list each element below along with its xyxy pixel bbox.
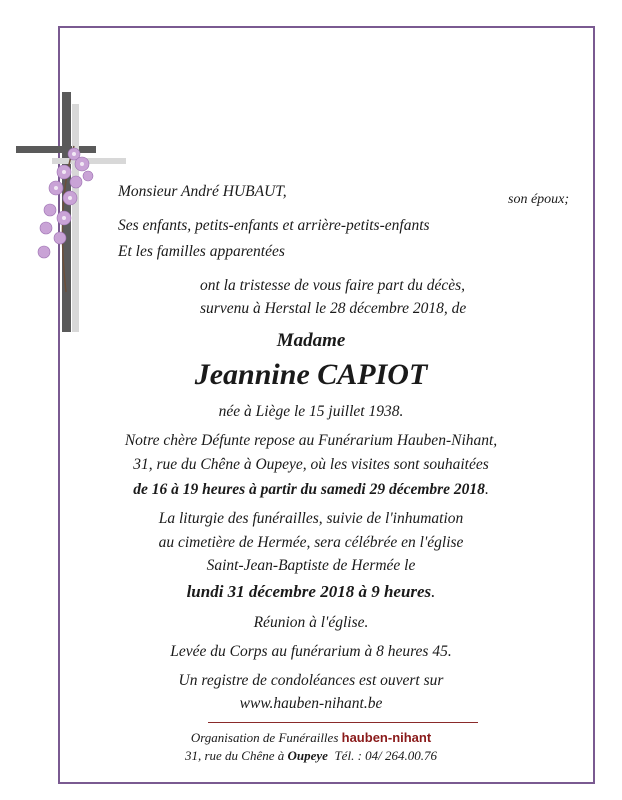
visitation-line-1: Notre chère Défunte repose au Funérarium Hauben-Nihant, xyxy=(124,432,498,449)
footer-phone: Tél. : 04/ 264.00.76 xyxy=(334,748,438,763)
register-note: Un registre de condoléances est ouvert sur xyxy=(178,672,444,689)
footer-address-prefix: 31, rue du Chêne à xyxy=(184,748,285,763)
website-link[interactable]: www.hauben-nihant.be xyxy=(239,695,383,712)
meeting-note: Réunion à l'église. xyxy=(253,614,369,631)
funeral-date xyxy=(0,582,622,602)
deceased-name: Jeannine CAPIOT xyxy=(194,358,428,391)
visitation-hours xyxy=(0,481,622,499)
departure-note: Levée du Corps au funérarium à 8 heures 45. xyxy=(170,643,452,660)
footer-address xyxy=(0,748,622,764)
funeral-line-3: Saint-Jean-Baptiste de Hermée le xyxy=(206,557,416,574)
funeral-date-text: lundi 31 décembre 2018 à 9 heures xyxy=(186,582,432,601)
children-line: Ses enfants, petits-enfants et arrière-petits-enfants xyxy=(118,217,430,234)
announcement-line-1: ont la tristesse de vous faire part du décès, xyxy=(200,277,466,294)
cross-orchid-icon xyxy=(16,92,126,332)
footer-organisation xyxy=(0,730,622,746)
funeral-date-end: . xyxy=(431,582,436,601)
relatives-line: Et les familles apparentées xyxy=(118,243,285,260)
announcement-line-2: survenu à Herstal le 28 décembre 2018, de xyxy=(200,300,467,317)
spouse-role: son époux; xyxy=(508,192,570,207)
funeral-line-1: La liturgie des funérailles, suivie de l'inhumation xyxy=(158,510,464,527)
visitation-hours-end: . xyxy=(484,481,489,498)
visitation-hours-text: de 16 à 19 heures à partir du samedi 29 décembre 2018 xyxy=(133,481,485,498)
footer-org-prefix: Organisation de Funérailles xyxy=(190,730,339,745)
footer-divider xyxy=(208,722,478,723)
funeral-line-2: au cimetière de Hermée, sera célébrée en l'église xyxy=(158,534,464,551)
spouse-name: Monsieur André HUBAUT, xyxy=(118,183,287,200)
visitation-line-2: 31, rue du Chêne à Oupeye, où les visites sont souhaitées xyxy=(133,456,489,473)
deceased-title: Madame xyxy=(276,330,346,351)
footer-city: Oupeye xyxy=(287,748,328,763)
footer-brand: hauben-nihant xyxy=(341,730,432,745)
birth-line: née à Liège le 15 juillet 1938. xyxy=(218,403,404,420)
